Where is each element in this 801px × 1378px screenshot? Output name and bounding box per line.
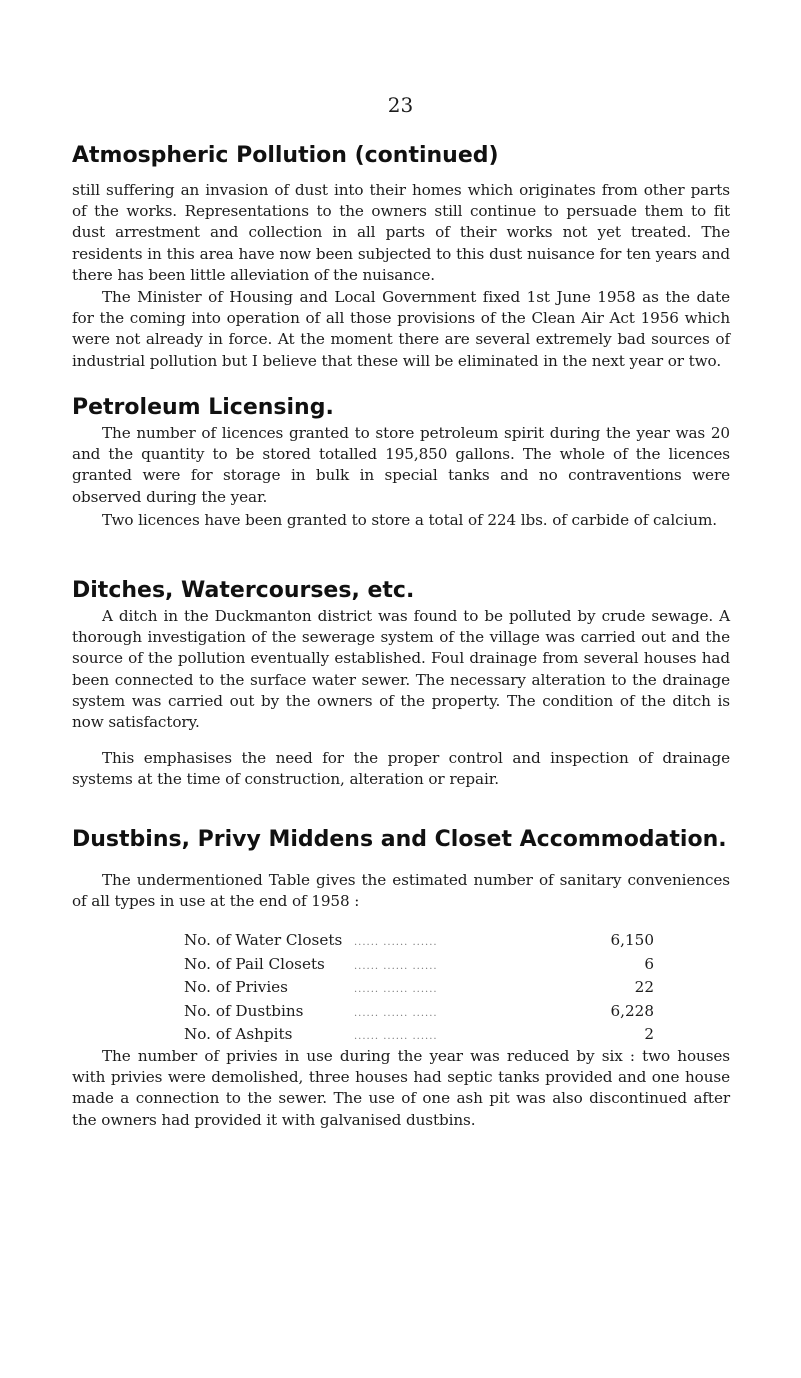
leader-dots: ...... ...... ...... — [354, 984, 438, 995]
heading-dustbins-privy-middens: Dustbins, Privy Middens and Closet Accommodation. — [72, 827, 727, 852]
row-value: 6,228 — [610, 1001, 654, 1020]
paragraph-atmospheric-1: still suffering an invasion of dust into their homes which originates from other parts of the works. Representations to the owners still continue to persuade them to fit dust arrestment and collection in all parts of their works not yet treated. The residents in this area have now been subjected to this dust nuisance for ten years and there has been little alleviation of the nuisance. — [72, 181, 730, 284]
paragraph-ditches-2: This emphasises the need for the proper control and inspection of drainage systems at the time of construction, alteration or repair. — [72, 749, 730, 789]
paragraph-dustbins-intro: The undermentioned Table gives the estimated number of sanitary conveniences of all types in use at the end of 1958 : — [72, 871, 730, 911]
row-value: 22 — [634, 978, 654, 996]
table-row — [184, 954, 654, 978]
table-row — [184, 977, 654, 1001]
row-label: No. of Ashpits — [184, 1025, 293, 1043]
paragraph-dustbins-summary: The number of privies in use during the year was reduced by six : two houses with privies were demolished, three houses had septic tanks provided and one house made a connection to the sewer. The use of one ash pit was also discontinued after the owners had provided it with galvanised dustbins. — [72, 1047, 730, 1129]
row-label: No. of Privies — [184, 978, 288, 996]
heading-ditches-watercourses: Ditches, Watercourses, etc. — [72, 578, 415, 603]
paragraph-petroleum-1: The number of licences granted to store petroleum spirit during the year was 20 and the quantity to be stored totalled 195,850 gallons. The whole of the licences granted were for storage in bulk in special tanks and no contraventions were observed during the year. — [72, 424, 730, 506]
paragraph-ditches-1: A ditch in the Duckmanton district was found to be polluted by crude sewage. A thorough investigation of the sewerage system of the village was carried out and the source of the pollution eventually established. Foul drainage from several houses had been connected to the surface water sewer. The necessary alteration to the drainage system was carried out by the owners of the property. The condition of the ditch is now satisfactory. — [72, 607, 730, 732]
row-value: 2 — [644, 1025, 654, 1043]
row-label: No. of Dustbins — [184, 1001, 304, 1020]
leader-dots: ...... ...... ...... — [354, 937, 438, 948]
paragraph-atmospheric-2: The Minister of Housing and Local Government fixed 1st June 1958 as the date for the coming into operation of all those provisions of the Clean Air Act 1956 which were not already in force. At the moment there are several extremely bad sources of industrial pollution but I believe that these will be eliminated in the next year or two. — [72, 288, 730, 370]
row-value: 6 — [644, 954, 654, 973]
page-number: 23 — [387, 93, 414, 117]
table-row — [184, 930, 654, 954]
leader-dots: ...... ...... ...... — [354, 1007, 438, 1019]
heading-petroleum-licensing: Petroleum Licensing. — [72, 395, 334, 420]
row-value: 6,150 — [610, 931, 654, 949]
table-row — [184, 1001, 654, 1025]
leader-dots: ...... ...... ...... — [354, 1031, 438, 1042]
row-label: No. of Water Closets — [184, 931, 343, 949]
sanitary-conveniences-table — [184, 930, 654, 1048]
paragraph-petroleum-2: Two licences have been granted to store a total of 224 lbs. of carbide of calcium. — [102, 511, 717, 529]
table-row — [184, 1024, 654, 1048]
leader-dots: ...... ...... ...... — [354, 960, 438, 972]
row-label: No. of Pail Closets — [184, 954, 325, 973]
heading-atmospheric-pollution: Atmospheric Pollution (continued) — [72, 143, 499, 168]
